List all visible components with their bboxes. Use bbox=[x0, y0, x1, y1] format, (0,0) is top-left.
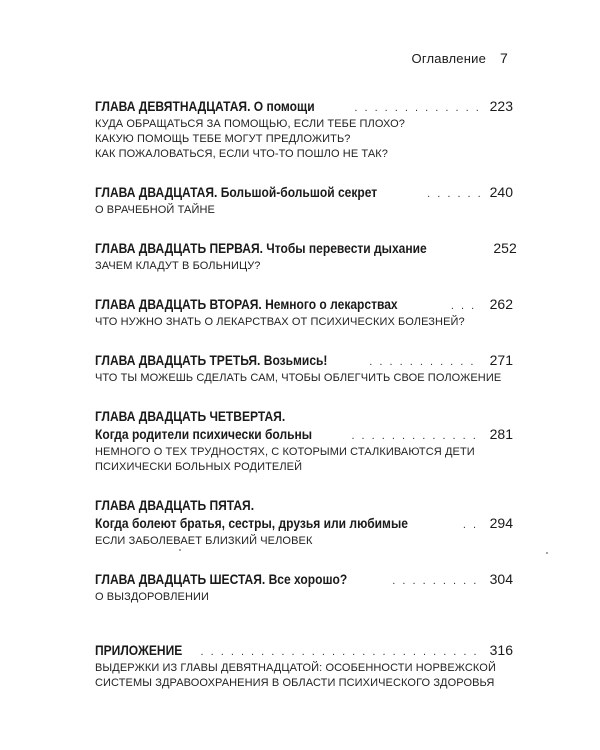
toc-entry-chapter-19 bbox=[95, 97, 513, 162]
scan-speck bbox=[546, 552, 548, 554]
chapter-title: Когда родители психически больны bbox=[95, 426, 313, 442]
toc-entry-row bbox=[95, 425, 513, 445]
toc-entry-chapter-22 bbox=[95, 295, 513, 330]
dot-leader bbox=[463, 516, 481, 534]
toc-entry-row bbox=[95, 570, 513, 590]
toc-entry-chapter-21 bbox=[95, 239, 517, 274]
chapter-title: ГЛАВА ДВАДЦАТАЯ. Большой-большой секрет bbox=[95, 184, 378, 200]
dot-leader bbox=[201, 643, 482, 661]
dot-leader bbox=[427, 185, 481, 203]
table-of-contents bbox=[95, 97, 517, 712]
page-number: 294 bbox=[489, 515, 513, 531]
chapter-subtitle: О ВЫЗДОРОВЛЕНИИ bbox=[95, 591, 210, 603]
page-number: 271 bbox=[489, 352, 513, 368]
running-header bbox=[412, 50, 508, 66]
toc-entry-appendix bbox=[95, 641, 513, 691]
chapter-subtitle: ЧТО ТЫ МОЖЕШЬ СДЕЛАТЬ САМ, ЧТОБЫ ОБЛЕГЧИТЬ СВОЕ ПОЛОЖЕНИЕ bbox=[95, 372, 502, 384]
chapter-subtitle: КУДА ОБРАЩАТЬСЯ ЗА ПОМОЩЬЮ, ЕСЛИ ТЕБЕ ПЛОХО? bbox=[95, 118, 405, 130]
toc-entry-row bbox=[95, 641, 513, 661]
dot-leader bbox=[392, 572, 481, 590]
page-number: 262 bbox=[489, 296, 513, 312]
chapter-title: ГЛАВА ДЕВЯТНАДЦАТАЯ. О помощи bbox=[95, 98, 315, 114]
toc-entry-row bbox=[95, 239, 517, 259]
chapter-title: ГЛАВА ДВАДЦАТЬ ПЕРВАЯ. Чтобы перевести дыхание bbox=[95, 240, 427, 256]
chapter-subtitle: КАКУЮ ПОМОЩЬ ТЕБЕ МОГУТ ПРЕДЛОЖИТЬ? bbox=[95, 133, 351, 145]
chapter-title: ГЛАВА ДВАДЦАТЬ ШЕСТАЯ. Все хорошо? bbox=[95, 571, 348, 587]
page-number: 223 bbox=[489, 98, 513, 114]
page-number: 281 bbox=[489, 426, 513, 442]
toc-entry-row bbox=[95, 183, 513, 203]
dot-leader bbox=[351, 427, 481, 445]
chapter-title: ПРИЛОЖЕНИЕ bbox=[95, 642, 183, 658]
chapter-subtitle: ВЫДЕРЖКИ ИЗ ГЛАВЫ ДЕВЯТНАДЦАТОЙ: ОСОБЕННОСТИ НОРВЕЖСКОЙ bbox=[95, 662, 496, 674]
toc-entry-row bbox=[95, 97, 513, 117]
chapter-heading: ГЛАВА ДВАДЦАТЬ ПЯТАЯ. bbox=[95, 497, 255, 513]
toc-entry-chapter-20 bbox=[95, 183, 513, 218]
chapter-title: Когда болеют братья, сестры, друзья или любимые bbox=[95, 515, 408, 531]
toc-entry-row bbox=[95, 351, 513, 371]
page-number: 304 bbox=[489, 571, 513, 587]
chapter-subtitle: СИСТЕМЫ ЗДРАВООХРАНЕНИЯ В ОБЛАСТИ ПСИХИЧЕСКОГО ЗДОРОВЬЯ bbox=[95, 677, 495, 689]
chapter-title: ГЛАВА ДВАДЦАТЬ ТРЕТЬЯ. Возьмись! bbox=[95, 352, 328, 368]
header-page-number: 7 bbox=[500, 50, 508, 66]
toc-entry-chapter-24 bbox=[95, 407, 513, 475]
toc-entry-row bbox=[95, 295, 513, 315]
toc-entry-chapter-25 bbox=[95, 496, 513, 549]
chapter-subtitle: ЕСЛИ ЗАБОЛЕВАЕТ БЛИЗКИЙ ЧЕЛОВЕК bbox=[95, 535, 313, 547]
toc-entry-chapter-23 bbox=[95, 351, 513, 386]
chapter-subtitle: ЧТО НУЖНО ЗНАТЬ О ЛЕКАРСТВАХ ОТ ПСИХИЧЕСКИХ БОЛЕЗНЕЙ? bbox=[95, 316, 465, 328]
page-number: 240 bbox=[489, 184, 513, 200]
chapter-subtitle: КАК ПОЖАЛОВАТЬСЯ, ЕСЛИ ЧТО-ТО ПОШЛО НЕ ТАК? bbox=[95, 148, 389, 160]
dot-leader bbox=[451, 297, 481, 315]
page-number: 316 bbox=[489, 642, 513, 658]
chapter-title: ГЛАВА ДВАДЦАТЬ ВТОРАЯ. Немного о лекарствах bbox=[95, 296, 398, 312]
scan-speck bbox=[179, 549, 181, 551]
chapter-subtitle: ПСИХИЧЕСКИ БОЛЬНЫХ РОДИТЕЛЕЙ bbox=[95, 461, 303, 473]
dot-leader bbox=[369, 353, 481, 371]
toc-entry-row bbox=[95, 514, 513, 534]
page-number: 252 bbox=[493, 240, 517, 256]
toc-entry-chapter-26 bbox=[95, 570, 513, 605]
dot-leader bbox=[354, 99, 481, 117]
chapter-heading: ГЛАВА ДВАДЦАТЬ ЧЕТВЕРТАЯ. bbox=[95, 408, 286, 424]
chapter-subtitle: ЗАЧЕМ КЛАДУТ В БОЛЬНИЦУ? bbox=[95, 260, 261, 272]
chapter-subtitle: НЕМНОГО О ТЕХ ТРУДНОСТЯХ, С КОТОРЫМИ СТАЛКИВАЮТСЯ ДЕТИ bbox=[95, 446, 475, 458]
header-label: Оглавление bbox=[411, 51, 486, 66]
chapter-subtitle: О ВРАЧЕБНОЙ ТАЙНЕ bbox=[95, 204, 215, 216]
